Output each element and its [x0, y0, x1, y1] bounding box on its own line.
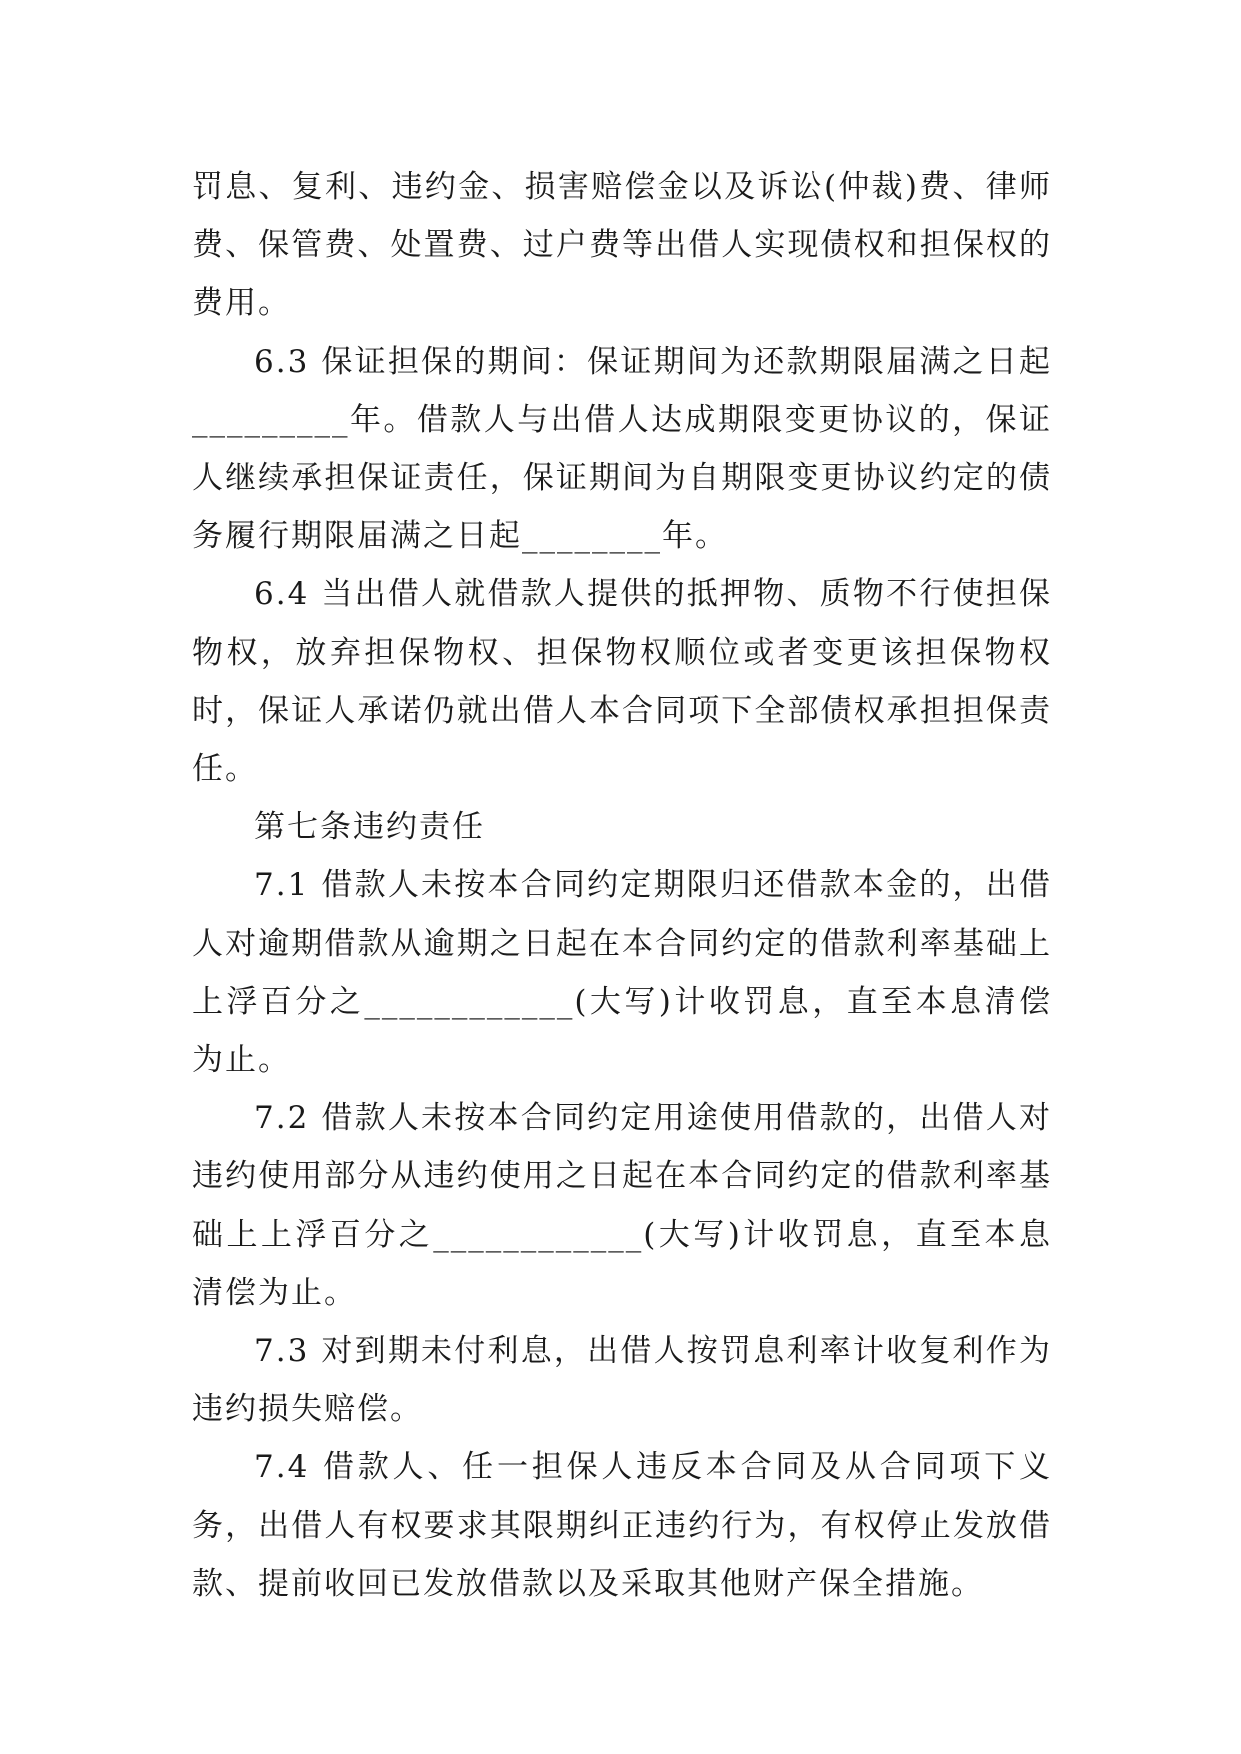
document-body [192, 158, 1052, 1613]
paragraph-7-4: 7.4 借款人、任一担保人违反本合同及从合同项下义务，出借人有权要求其限期纠正违约行为，有权停止发放借款、提前收回已发放借款以及采取其他财产保全措施。 [192, 1449, 1052, 1602]
paragraph-7-1: 7.1 借款人未按本合同约定期限归还借款本金的，出借人对逾期借款从逾期之日起在本合同约定的借款利率基础上上浮百分之____________(大写)计收罚息，直至本息清偿为止。 [192, 867, 1052, 1079]
paragraph-7-3: 7.3 对到期未付利息，出借人按罚息利率计收复利作为违约损失赔偿。 [192, 1333, 1052, 1428]
paragraph-continuation: 罚息、复利、违约金、损害赔偿金以及诉讼(仲裁)费、律师费、保管费、处置费、过户费等出借人实现债权和担保权的费用。 [192, 169, 1052, 322]
paragraph-6-3: 6.3 保证担保的期间：保证期间为还款期限届满之日起_________年。借款人与出借人达成期限变更协议的，保证人继续承担保证责任，保证期间为自期限变更协议约定的债务履行期限届满之日起________年。 [192, 343, 1052, 555]
article-7-heading: 第七条违约责任 [254, 809, 485, 846]
paragraph-6-4: 6.4 当出借人就借款人提供的抵押物、质物不行使担保物权，放弃担保物权、担保物权顺位或者变更该担保物权时，保证人承诺仍就出借人本合同项下全部债权承担担保责任。 [192, 576, 1052, 788]
paragraph-7-2: 7.2 借款人未按本合同约定用途使用借款的，出借人对违约使用部分从违约使用之日起在本合同约定的借款利率基础上上浮百分之____________(大写)计收罚息，直至本息清偿为止。 [192, 1100, 1052, 1311]
